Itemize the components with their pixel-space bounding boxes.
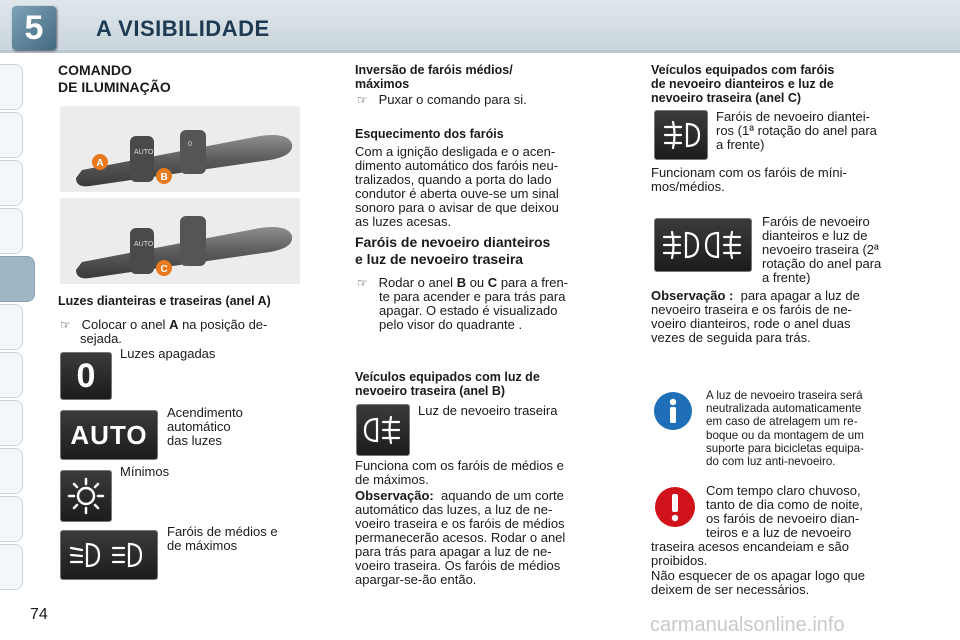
bullet-arrow-icon: ☞ xyxy=(60,318,71,332)
label-sidelights: Mínimos xyxy=(120,464,170,479)
info-line: boque ou da montagem de um xyxy=(706,428,864,442)
observation-line: automático das luzes, a luz de ne- xyxy=(355,502,553,517)
label-c: C xyxy=(160,264,168,275)
observation-line: para trás para apagar a luz de ne- xyxy=(355,544,552,559)
observation-line: vezes de seguida para trás. xyxy=(651,330,811,345)
chapter-tab-7[interactable] xyxy=(0,352,23,398)
warning-line: Não esquecer de os apagar logo que xyxy=(651,568,865,583)
front-fog-text xyxy=(716,110,904,152)
instruction-text-1-end: na posição de- xyxy=(182,317,268,332)
heading-high-low-line2: máximos xyxy=(355,77,410,91)
chapter-tab-10[interactable] xyxy=(0,496,23,542)
label-lights-off: Luzes apagadas xyxy=(120,346,216,361)
observation-line: nevoeiro traseira e os faróis de ne- xyxy=(651,302,852,317)
section-title xyxy=(58,62,258,96)
para-observation-b xyxy=(355,489,605,587)
info-icon xyxy=(654,392,692,430)
rotate-text-or: ou xyxy=(469,275,485,290)
heading-fog-lights xyxy=(355,234,605,268)
auto-lights-symbol: AUTO xyxy=(70,419,148,450)
chapter-tab-2[interactable] xyxy=(0,112,23,158)
front-rear-fog-icon xyxy=(654,218,752,272)
sidelights-icon xyxy=(60,470,112,522)
stalk-photo-ring-c xyxy=(60,198,300,284)
para-work-with-sidelights xyxy=(651,166,903,194)
chapter-tab-8[interactable] xyxy=(0,400,23,446)
lights-off-symbol: 0 xyxy=(76,356,96,395)
stalk-mark-zero: 0 xyxy=(188,141,192,148)
heading-high-low-line1: Inversão de faróis médios/ xyxy=(355,63,513,77)
heading-fog-line1: Faróis de nevoeiro dianteiros xyxy=(355,234,551,250)
heading-fog-line2: e luz de nevoeiro traseira xyxy=(355,251,524,267)
warning-note-top xyxy=(706,484,906,540)
heading-ring-b-line2: nevoeiro traseira (anel B) xyxy=(355,384,506,398)
label-headlights xyxy=(167,525,278,553)
observation-line: apargar-se-ão então. xyxy=(355,572,477,587)
rear-fog-icon xyxy=(356,404,410,456)
heading-ring-b-line1: Veículos equipados com luz de xyxy=(355,370,540,384)
both-fog-line: dianteiros e luz de xyxy=(762,228,868,243)
observation-label: Observação: xyxy=(355,488,434,503)
heading-high-low xyxy=(355,63,595,91)
page-title: A VISIBILIDADE xyxy=(96,16,270,41)
both-fog-line: Faróis de nevoeiro xyxy=(762,214,870,229)
para-observation-c xyxy=(651,289,903,345)
rotate-line: apagar. O estado é visualizado xyxy=(379,303,558,318)
para2-line: sonoro para o avisar de que deixou xyxy=(355,200,559,215)
warning-line: tanto de dia como de noite, xyxy=(706,497,863,512)
rotate-text-post: para a fren- xyxy=(500,275,569,290)
label-a: A xyxy=(96,158,104,169)
subheading-ring-a: Luzes dianteiras e traseiras (anel A) xyxy=(58,294,271,308)
label-b: B xyxy=(160,172,168,183)
chapter-tab-3[interactable] xyxy=(0,160,23,206)
observation-first: para apagar a luz de xyxy=(740,288,860,303)
auto-lights-icon xyxy=(60,410,158,460)
label-headlights-line1: Faróis de médios e xyxy=(167,524,278,539)
heading-forgotten-lights: Esquecimento dos faróis xyxy=(355,127,504,141)
instruction-ring-letter: A xyxy=(169,317,179,332)
para4-line: de máximos. xyxy=(355,472,429,487)
observation-line: voeiro traseira. Os faróis de médios xyxy=(355,558,561,573)
warning-line: Com tempo claro chuvoso, xyxy=(706,483,861,498)
headlights-icon xyxy=(60,530,158,580)
info-line: suporte para bicicletas equipa- xyxy=(706,441,864,455)
section-title-line2: DE ILUMINAÇÃO xyxy=(58,79,171,95)
warning-note-bottom xyxy=(651,540,906,568)
page-number: 74 xyxy=(30,606,48,623)
para2-line: condutor é aberta ouve-se um sinal xyxy=(355,186,559,201)
bullet-pull-text: Puxar o comando para si. xyxy=(378,92,527,107)
warning-line: traseira acesos encandeiam e são xyxy=(651,539,850,554)
label-auto-line1: Acendimento xyxy=(167,405,243,420)
header-rule xyxy=(0,50,960,53)
front-fog-icon xyxy=(654,110,708,160)
chapter-tab-6[interactable] xyxy=(0,304,23,350)
info-line: neutralizada automaticamente xyxy=(706,402,862,416)
observation-first: aquando de um corte xyxy=(441,488,564,503)
info-note xyxy=(706,389,906,468)
observation-label: Observação : xyxy=(651,288,734,303)
bullet-arrow-icon: ☞ xyxy=(357,276,368,290)
warning-line: deixem de ser necessários. xyxy=(651,582,810,597)
rear-fog-label: Luz de nevoeiro traseira xyxy=(418,403,558,418)
warning-icon xyxy=(655,487,695,527)
info-line: em caso de atrelagem um re- xyxy=(706,415,858,429)
info-line: do com luz anti-nevoeiro. xyxy=(706,455,836,469)
ring-c-letter: C xyxy=(487,275,498,290)
heading-ring-c-line2: de nevoeiro dianteiros e luz de xyxy=(651,77,834,91)
stalk-photo-ring-a-b xyxy=(60,106,300,192)
bullet-rotate-ring xyxy=(357,276,605,332)
warning-line: os faróis de nevoeiro dian- xyxy=(706,511,860,526)
ring-b-letter: B xyxy=(456,275,467,290)
heading-ring-c-line3: nevoeiro traseira (anel C) xyxy=(651,91,802,105)
para-works-with xyxy=(355,459,605,487)
observation-line: voeiro dianteiros, rode o anel duas xyxy=(651,316,851,331)
observation-line: voeiro traseira e os faróis de médios xyxy=(355,516,565,531)
heading-ring-c xyxy=(651,63,911,105)
stalk-mark-auto-2: AUTO xyxy=(134,241,154,248)
chapter-number: 5 xyxy=(24,9,44,47)
instruction-ring-a xyxy=(60,318,310,346)
warning-line: teiros e a luz de nevoeiro xyxy=(706,525,852,540)
instruction-text-1: Colocar o anel xyxy=(81,317,166,332)
work-line: Funcionam com os faróis de míni- xyxy=(651,165,847,180)
chapter-tabs xyxy=(0,60,26,580)
para2-line: as luzes acesas. xyxy=(355,214,452,229)
both-fog-line: a frente) xyxy=(762,270,811,285)
label-auto-line3: das luzes xyxy=(167,433,222,448)
both-fog-line: rotação do anel para xyxy=(762,256,882,271)
para4-line: Funciona com os faróis de médios e xyxy=(355,458,564,473)
rotate-text-pre: Rodar o anel xyxy=(378,275,454,290)
label-headlights-line2: de máximos xyxy=(167,538,238,553)
rotate-line: te para acender e para trás para xyxy=(379,289,566,304)
heading-ring-c-line1: Veículos equipados com faróis xyxy=(651,63,835,77)
watermark: carmanualsonline.info xyxy=(650,614,845,636)
rotate-line: pelo visor do quadrante . xyxy=(379,317,523,332)
para2-line: tralizados, quando a porta do lado xyxy=(355,172,552,187)
chapter-tab-5-active[interactable] xyxy=(0,256,35,302)
chapter-tab-11[interactable] xyxy=(0,544,23,590)
both-fog-text xyxy=(762,215,904,285)
label-auto-line2: automático xyxy=(167,419,231,434)
work-line: mos/médios. xyxy=(651,179,725,194)
label-auto-lights xyxy=(167,406,243,448)
warning-line: proibidos. xyxy=(651,553,708,568)
instruction-text-2: sejada. xyxy=(80,331,122,346)
info-line: A luz de nevoeiro traseira será xyxy=(706,389,863,402)
heading-ring-b xyxy=(355,370,605,398)
front-fog-line: ros (1ª rotação do anel para xyxy=(716,123,877,138)
both-fog-line: nevoeiro traseira (2ª xyxy=(762,242,879,257)
warning-note-reminder xyxy=(651,569,906,597)
stalk-mark-auto: AUTO xyxy=(134,149,154,156)
para2-line: Com a ignição desligada e o acen- xyxy=(355,144,556,159)
chapter-tab-9[interactable] xyxy=(0,448,23,494)
para2-line: dimento automático dos faróis neu- xyxy=(355,158,559,173)
section-title-line1: COMANDO xyxy=(58,62,132,78)
bullet-pull-stalk xyxy=(357,93,527,107)
front-fog-line: a frente) xyxy=(716,137,765,152)
chapter-tab-1[interactable] xyxy=(0,64,23,110)
front-fog-line: Faróis de nevoeiro diantei- xyxy=(716,109,870,124)
observation-line: permanecerão acesos. Rodar o anel xyxy=(355,530,566,545)
para-forgotten-lights xyxy=(355,145,605,229)
lights-off-icon xyxy=(60,352,112,400)
bullet-arrow-icon: ☞ xyxy=(357,93,368,107)
chapter-tab-4[interactable] xyxy=(0,208,23,254)
